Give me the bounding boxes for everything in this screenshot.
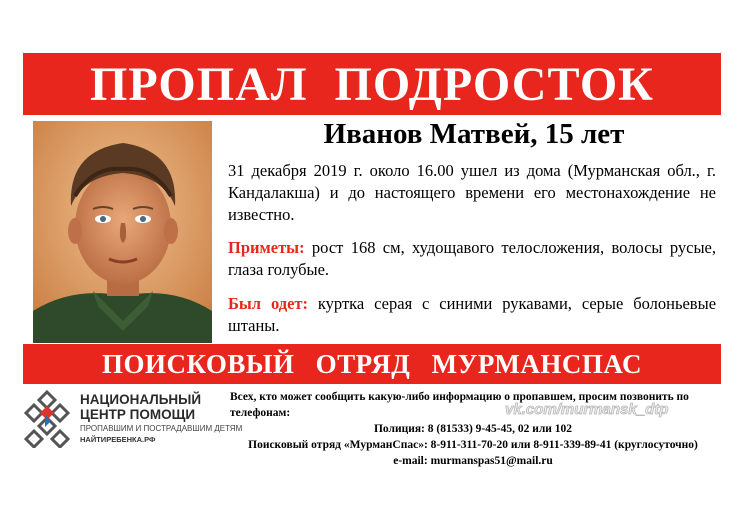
search-team-title: ПОИСКОВЫЙ ОТРЯД МУРМАНСПАС bbox=[101, 348, 643, 379]
ncpd-logo-text bbox=[80, 392, 242, 444]
signs-text: рост 168 см, худощавого телосложения, волосы русые, глаза голубые. bbox=[228, 238, 716, 279]
signs-paragraph bbox=[228, 237, 716, 281]
watermark: vk.com/murmansk_dtp bbox=[505, 401, 669, 418]
clothing-paragraph bbox=[228, 293, 716, 337]
clothing-text: куртка серая с синими рукавами, серые болоньевые штаны. bbox=[228, 294, 717, 335]
logo-line-3: ПРОПАВШИМ И ПОСТРАДАВШИМ ДЕТЯМ bbox=[80, 424, 243, 433]
person-name: Иванов Матвей, 15 лет bbox=[323, 118, 625, 150]
search-team-banner bbox=[23, 344, 721, 384]
clothing-label: Был одет: bbox=[228, 294, 308, 313]
police-phone: Полиция: 8 (81533) 9-45-45, 02 или 102 bbox=[373, 423, 573, 435]
title-banner bbox=[23, 53, 721, 115]
ncpd-logo-icon bbox=[23, 388, 71, 448]
contact-email: e-mail: murmanspas51@mail.ru bbox=[393, 455, 553, 467]
missing-person-photo bbox=[33, 121, 212, 343]
logo-line-1: НАЦИОНАЛЬНЫЙ bbox=[80, 392, 202, 407]
logo-line-2: ЦЕНТР ПОМОЩИ bbox=[80, 407, 196, 422]
page-title: ПРОПАЛ ПОДРОСТОК bbox=[90, 57, 654, 111]
logo-website: НАЙТИРЕБЕНКА.РФ bbox=[80, 435, 156, 444]
signs-label: Приметы: bbox=[228, 238, 305, 257]
circumstances-text: 31 декабря 2019 г. около 16.00 ушел из дома (Мурманская обл., г. Кандалакша) и до настоящего времени его местонахождение не известно. bbox=[228, 161, 716, 224]
appeal-text: Всех, кто может сообщить какую-либо информацию о пропавшем, просим позвонить по телефонам: bbox=[230, 391, 689, 419]
team-phone: Поисковый отряд «МурманСпас»: 8-911-311-70-20 или 8-911-339-89-41 (круглосуточно) bbox=[248, 439, 698, 451]
